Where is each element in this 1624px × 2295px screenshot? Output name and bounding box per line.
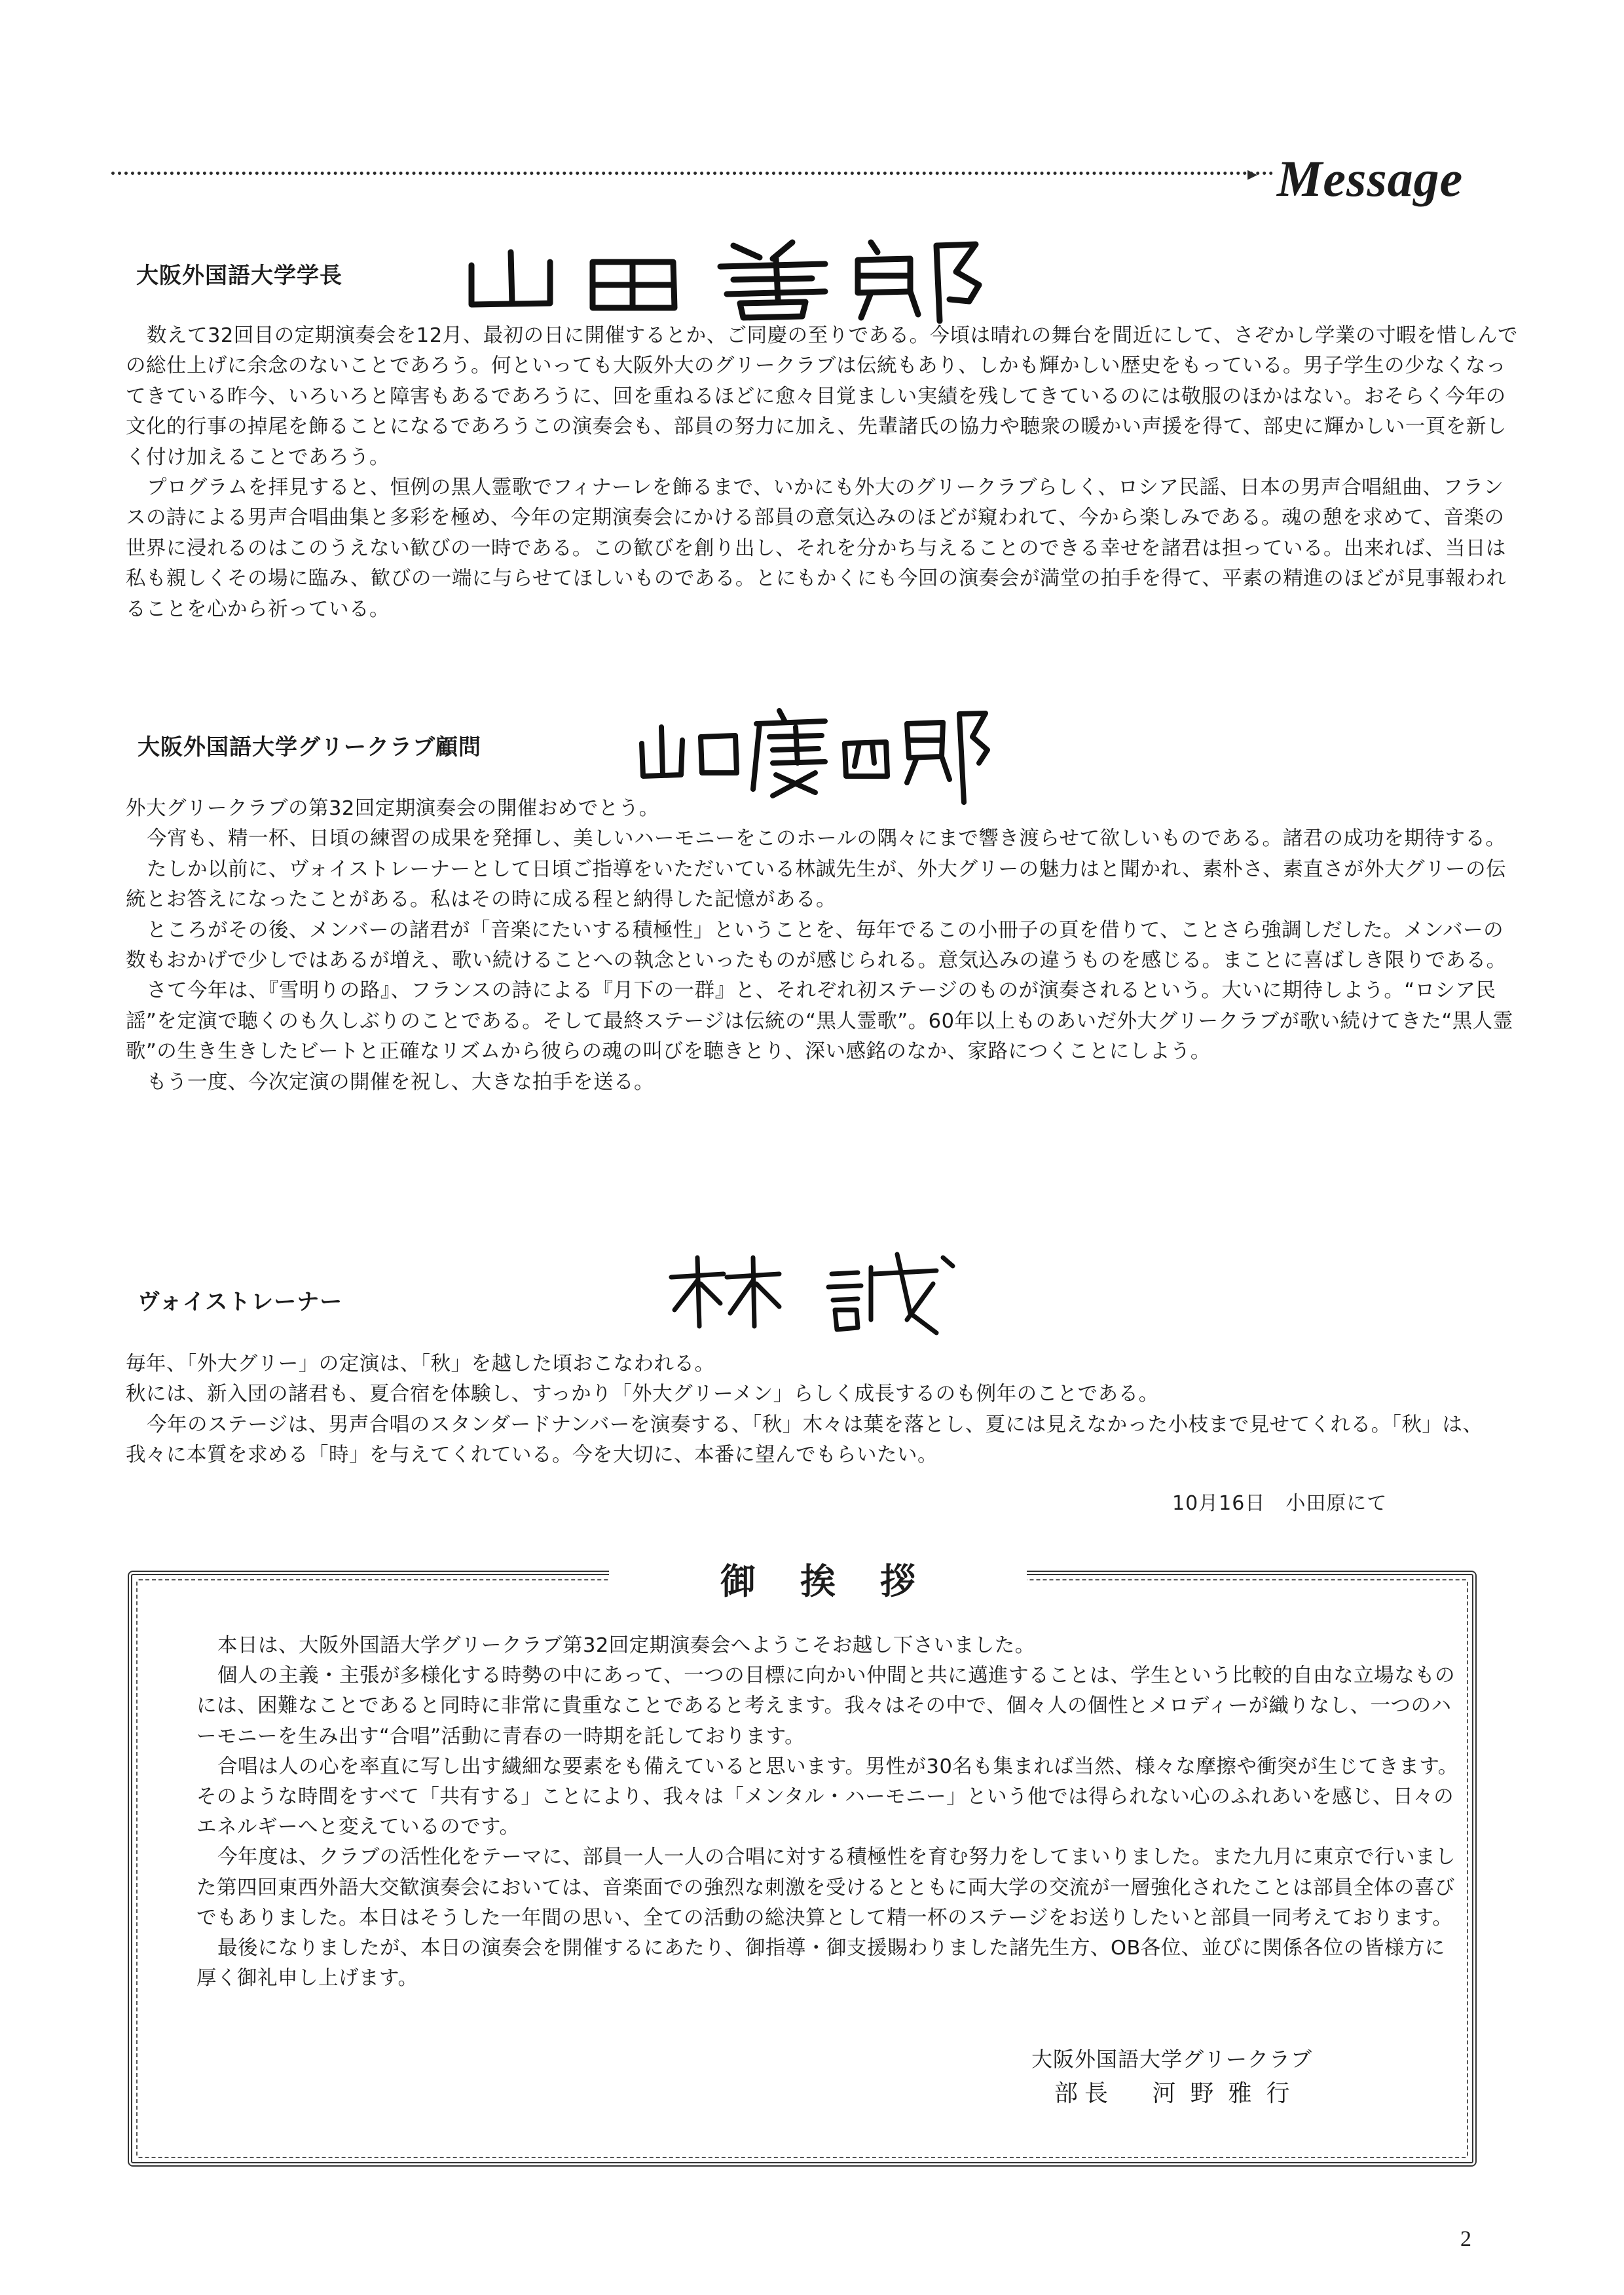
signature-voice-trainer xyxy=(661,1248,963,1339)
signature-president xyxy=(452,226,1002,324)
header-arrow-icon: ▸ xyxy=(1247,162,1258,185)
paragraph: ところがその後、メンバーの諸君が「音楽にたいする積極性」ということを、毎年でるこの小冊子の頁を借りて、ことさら強調しだした。メンバーの数もおかげで少しではあるが増え、歌い続けることへの執念といったものが感じられる。意気込みの違うものを感じる。まことに喜ばしき限りである。 xyxy=(126,918,1507,973)
page-number: 2 xyxy=(1460,2227,1471,2251)
paragraph: 毎年、「外大グリー」の定演は、「秋」を越した頃おこなわれる。 xyxy=(126,1353,715,1375)
paragraph: 今宵も、精一杯、日頃の練習の成果を発揮し、美しいハーモニーをこのホールの隅々にまで響き渡らせて欲しいものである。諸君の成功を期待する。 xyxy=(147,827,1506,851)
paragraph: たしか以前に、ヴォイストレーナーとして日頃ご指導をいただいている林誠先生が、外大グリーの魅力はと聞かれ、素朴さ、素直さが外大グリーの伝統とお答えになったことがある。私はその時に成る程と納得した記憶がある。 xyxy=(126,857,1507,912)
paragraph: さて今年は、『雪明りの路』、フランスの詩による『月下の一群』と、それぞれ初ステージのものが演奏されるという。大いに期待しよう。“ロシア民謡”を定演で聴くのも久しぶりのことである。そして最終ステージは伝統の“黒人霊歌”。60年以上ものあいだ外大グリークラブが歌い続けてきた“黒人霊歌”の生き生きしたビートと正確なリズムから彼らの魂の叫びを聴きとり、深い感銘のなか、家路につくことにしよう。 xyxy=(126,979,1513,1064)
header-dotted-rule xyxy=(111,172,1274,175)
paragraph: 本日は、大阪外国語大学グリークラブ第32回定期演奏会へようこそお越し下さいました。 xyxy=(217,1634,1035,1657)
greeting-role: 部長 xyxy=(1054,2080,1115,2107)
section-title-president: 大阪外国語大学学長 xyxy=(136,263,342,289)
paragraph: 合唱は人の心を率直に写し出す繊細な要素をも備えていると思います。男性が30名も集まれば当然、様々な摩擦や衝突が生じてきます。そのような時間をすべて「共有する」ことにより、我々は「メンタル・ハーモニー」という他では得られない心のふれあいを感じ、日々のエネルギーへと変えているのです。 xyxy=(196,1755,1458,1839)
greeting-organization: 大阪外国語大学グリークラブ xyxy=(1031,2047,1313,2072)
paragraph: 秋には、新入団の諸君も、夏合宿を体験し、すっかり「外大グリーメン」らしく成長するのも例年のことである。 xyxy=(126,1383,1159,1406)
greeting-body xyxy=(196,1631,1460,1994)
paragraph: 外大グリークラブの第32回定期演奏会の開催おめでとう。 xyxy=(126,797,659,820)
section-body-voice-trainer xyxy=(126,1349,1519,1471)
section-title-voice-trainer: ヴォイストレーナー xyxy=(138,1289,343,1315)
section-body-president xyxy=(126,321,1519,625)
paragraph: 最後になりましたが、本日の演奏会を開催するにあたり、御指導・御支援賜わりました諸先生方、OB各位、並びに関係各位の皆様方に厚く御礼申し上げます。 xyxy=(196,1937,1445,1990)
section-title-advisor: 大阪外国語大学グリークラブ顧問 xyxy=(138,734,481,760)
paragraph: 今年のステージは、男声合唱のスタンダードナンバーを演奏する、「秋」木々は葉を落とし、夏には見えなかった小枝まで見せてくれる。「秋」は、我々に本質を求める「時」を与えてくれている。今を大切に、本番に望んでもらいたい。 xyxy=(126,1413,1483,1467)
section-body-advisor xyxy=(126,794,1519,1098)
paragraph: 数えて32回目の定期演奏会を12月、最初の日に開催するとか、ご同慶の至りである。今頃は晴れの舞台を間近にして、さぞかし学業の寸暇を惜しんでの総仕上げに余念のないことであろう。何といっても大阪外大のグリークラブは伝統もあり、しかも輝かしい歴史をもっている。男子学生の少なくなってきている昨今、いろいろと障害もあるであろうに、回を重ねるほどに愈々目覚ましい実績を残してきているのには敬服のほかはない。おそらく今年の文化的行事の掉尾を飾ることになるであろうこの演奏会も、部員の努力に加え、先輩諸氏の協力や聴衆の暖かい声援を得て、部史に輝かしい一頁を新しく付け加えることであろう。 xyxy=(126,324,1519,469)
signature-advisor xyxy=(629,698,995,809)
paragraph: 今年度は、クラブの活性化をテーマに、部員一人一人の合唱に対する積極性を育む努力をしてまいりました。また九月に東京で行いました第四回東西外語大交歓演奏会においては、音楽面での強烈な刺激を受けるとともに両大学の交流が一層強化されたことは部員全体の喜びでもありました。本日はそうした一年間の思い、全ての活動の総決算として精一杯のステージをお送りしたいと部員一同考えております。 xyxy=(196,1846,1456,1930)
paragraph: もう一度、今次定演の開催を祝し、大きな拍手を送る。 xyxy=(147,1070,654,1094)
paragraph: プログラムを拝見すると、恒例の黒人霊歌でフィナーレを飾るまで、いかにも外大のグリークラブらしく、ロシア民謡、日本の男声合唱組曲、フランスの詩による男声合唱曲集と多彩を極め、今年の定期演奏会にかける部員の意気込みのほどが窺われて、今から楽しみである。魂の憩を求めて、音楽の世界に浸れるのはこのうえない歓びの一時である。この歓びを創り出し、それを分かち与えることのできる幸せを諸君は担っている。出来れば、当日は私も親しくその場に臨み、歓びの一端に与らせてほしいものである。とにもかくにも今回の演奏会が満堂の拍手を得て、平素の精進のほどが見事報われることを心から祈っている。 xyxy=(126,476,1507,621)
page-title: Message xyxy=(1277,150,1464,207)
greeting-name: 河野雅行 xyxy=(1152,2080,1304,2107)
greeting-signatory xyxy=(1054,2075,1304,2108)
greeting-title: 御挨拶 xyxy=(609,1554,1027,1604)
date-place: 10月16日 小田原にて xyxy=(1172,1492,1388,1515)
paragraph: 個人の主義・主張が多様化する時勢の中にあって、一つの目標に向かい仲間と共に邁進することは、学生という比較的自由な立場なものには、困難なことであると同時に非常に貴重なことであると考えます。我々はその中で、個々人の個性とメロディーが織りなし、一つのハーモニーを生み出す“合唱”活動に青春の一時期を託しております。 xyxy=(196,1664,1456,1748)
